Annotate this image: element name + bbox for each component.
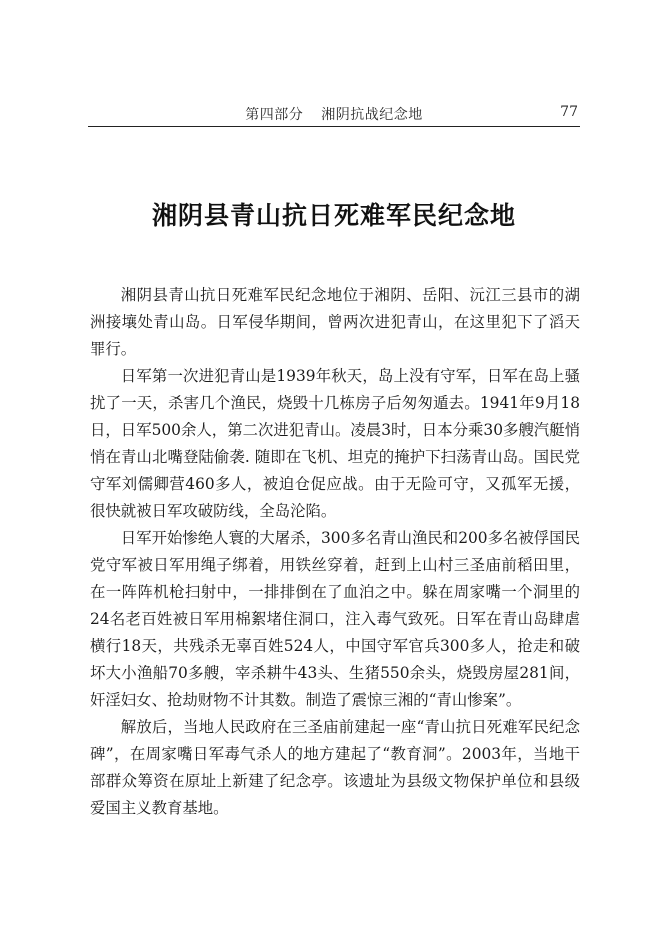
paragraph: 日军第一次进犯青山是1939年秋天，岛上没有守军，日军在岛上骚扰了一天，杀害几个渔民，烧毁十几栋房子后匆匆遁去。1941年9月18日，日军500余人，第二次进犯青山。凌晨3时，日本分乘30多艘汽艇悄悄在青山北嘴登陆偷袭. 随即在飞机、坦克的掩护下扫荡青山岛。国民党守军刘儒卿营460多人，被迫仓促应战。由于无险可守，又孤军无援，很快就被日军攻破防线，全岛沦陷。 [90, 367, 580, 520]
section-title: 湘阴抗战纪念地 [321, 107, 423, 123]
part-label: 第四部分 [245, 107, 304, 123]
page-number: 77 [560, 104, 578, 120]
article-title: 湘阴县青山抗日死难军民纪念地 [151, 201, 516, 230]
paragraph: 解放后，当地人民政府在三圣庙前建起一座“青山抗日死难军民纪念碑”，在周家嘴日军毒气杀人的地方建起了“教育洞”。2003年，当地干部群众筹资在原址上新建了纪念亭。该遗址为县级文物保护单位和县级爱国主义教育基地。 [90, 718, 580, 817]
paragraph: 日军开始惨绝人寰的大屠杀，300多名青山渔民和200多名被俘国民党守军被日军用绳子绑着，用铁丝穿着，赶到上山村三圣庙前稻田里，在一阵阵机枪扫射中，一排排倒在了血泊之中。躲在周家嘴一个洞里的24名老百姓被日军用棉絮堵住洞口，注入毒气致死。日军在青山岛肆虐横行18天，共残杀无辜百姓524人，中国守军官兵300多人，抢走和破坏大小渔船70多艘，宰杀耕牛43头、生猪550余头，烧毁房屋281间，奸淫妇女、抢劫财物不计其数。制造了震惊三湘的“青山惨案”。 [90, 529, 580, 709]
section-heading [88, 104, 580, 124]
running-header [88, 100, 580, 126]
paragraph: 湘阴县青山抗日死难军民纪念地位于湘阴、岳阳、沅江三县市的湖洲接壤处青山岛。日军侵华期间，曾两次进犯青山，在这里犯下了滔天罪行。 [90, 286, 580, 358]
header-rule [88, 126, 580, 127]
article-body [90, 282, 580, 822]
